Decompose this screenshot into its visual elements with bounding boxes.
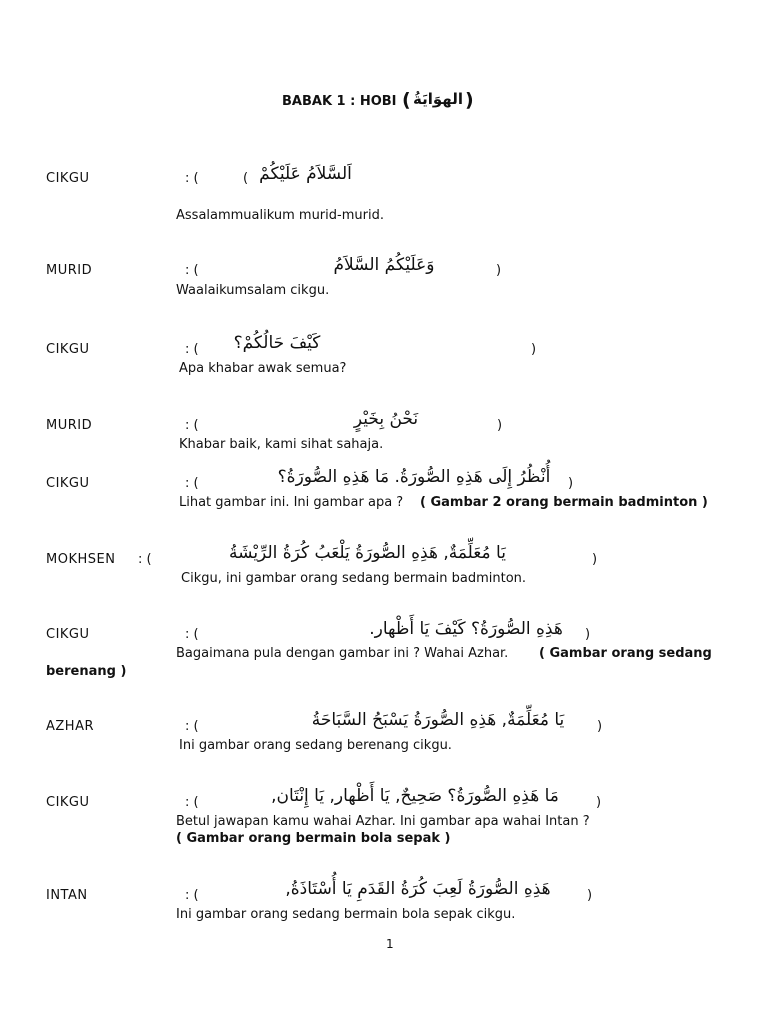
speaker-colon: : ( — [185, 627, 199, 642]
speaker-colon: : ( — [185, 171, 199, 186]
translation-line: Khabar baik, kami sihat sahaja. — [179, 437, 384, 452]
speaker-label: CIKGU — [46, 171, 90, 186]
arabic-line: هَذِهِ الصُّورَةُ لَعِبَ كُرَةُ القَدَمِ يَا أُسْتَاذَةُ, — [285, 879, 551, 899]
speaker-label: MURID — [46, 263, 93, 278]
speaker-label: AZHAR — [46, 719, 94, 734]
speaker-colon: : ( — [185, 795, 199, 810]
translation-line: Lihat gambar ini. Ini gambar apa ? — [179, 495, 404, 510]
title-close-paren: ) — [465, 89, 474, 111]
speaker-label: CIKGU — [46, 795, 90, 810]
arabic-line: هَذِهِ الصُّورَةُ؟ كَيْفَ يَا أَظْهار. — [369, 619, 563, 639]
picture-note: ( Gambar 2 orang bermain badminton ) — [420, 495, 708, 510]
line-close-paren: ( — [243, 171, 249, 186]
speaker-label: CIKGU — [46, 476, 90, 491]
speaker-colon: : ( — [138, 552, 152, 567]
speaker-label: INTAN — [46, 888, 88, 903]
speaker-colon: : ( — [185, 263, 199, 278]
arabic-line: نَحْنُ بِخَيْرٍ — [353, 409, 419, 429]
arabic-line: يَا مُعَلِّمَةٌ, هَذِهِ الصُّورَةُ يَلْعَبُ كُرَةُ الرِّيْشَةُ — [229, 543, 506, 563]
line-close-paren: ) — [531, 342, 537, 357]
line-close-paren: ) — [597, 719, 603, 734]
speaker-label: MOKHSEN — [46, 552, 116, 567]
translation-line: Ini gambar orang sedang bermain bola sepak cikgu. — [176, 907, 516, 922]
translation-line: Assalammualikum murid-murid. — [176, 208, 384, 223]
translation-line: Ini gambar orang sedang berenang cikgu. — [179, 738, 452, 753]
speaker-label: CIKGU — [46, 627, 90, 642]
arabic-line: كَيْفَ حَالُكُمْ؟ — [233, 333, 321, 353]
speaker-label: MURID — [46, 418, 93, 433]
arabic-line: اَلسَّلاَمُ عَلَيْكُمْ — [259, 164, 352, 184]
translation-line: Betul jawapan kamu wahai Azhar. Ini gambar apa wahai Intan ? — [176, 814, 590, 829]
line-close-paren: ) — [585, 627, 591, 642]
title-arabic: الهوَايَةُ — [413, 90, 463, 108]
line-close-paren: ) — [496, 263, 502, 278]
arabic-line: وَعَلَيْكُمُ السَّلاَمُ — [333, 255, 435, 275]
arabic-line: مَا هَذِهِ الصُّورَةُ؟ صَحِيحٌ, يَا أَظْهار, يَا إِنْتَان, — [271, 786, 559, 806]
translation-line: Apa khabar awak semua? — [179, 361, 347, 376]
line-close-paren: ) — [596, 795, 602, 810]
translation-line: Bagaimana pula dengan gambar ini ? Wahai Azhar. — [176, 646, 509, 661]
arabic-line: يَا مُعَلِّمَةٌ, هَذِهِ الصُّورَةُ يَسْبَحُ السَّبَاحَةُ — [311, 710, 565, 730]
title-prefix: BABAK 1 : HOBI — [282, 94, 397, 109]
speaker-colon: : ( — [185, 476, 199, 491]
translation-line: Waalaikumsalam cikgu. — [176, 283, 330, 298]
arabic-line: أُنْظُرُ إِلَى هَذِهِ الصُّورَةُ. مَا هَذِهِ الصُّورَةُ؟ — [277, 467, 551, 487]
picture-note: ( Gambar orang bermain bola sepak ) — [176, 831, 451, 846]
picture-note-continued: berenang ) — [46, 664, 127, 679]
picture-note: ( Gambar orang sedang — [539, 646, 712, 661]
line-close-paren: ) — [568, 476, 574, 491]
page-number: 1 — [386, 937, 394, 951]
title-open-paren: ( — [402, 89, 411, 111]
line-close-paren: ) — [497, 418, 503, 433]
speaker-label: CIKGU — [46, 342, 90, 357]
speaker-colon: : ( — [185, 888, 199, 903]
line-close-paren: ) — [587, 888, 593, 903]
speaker-colon: : ( — [185, 418, 199, 433]
speaker-colon: : ( — [185, 719, 199, 734]
speaker-colon: : ( — [185, 342, 199, 357]
translation-line: Cikgu, ini gambar orang sedang bermain badminton. — [181, 571, 527, 586]
line-close-paren: ) — [592, 552, 598, 567]
